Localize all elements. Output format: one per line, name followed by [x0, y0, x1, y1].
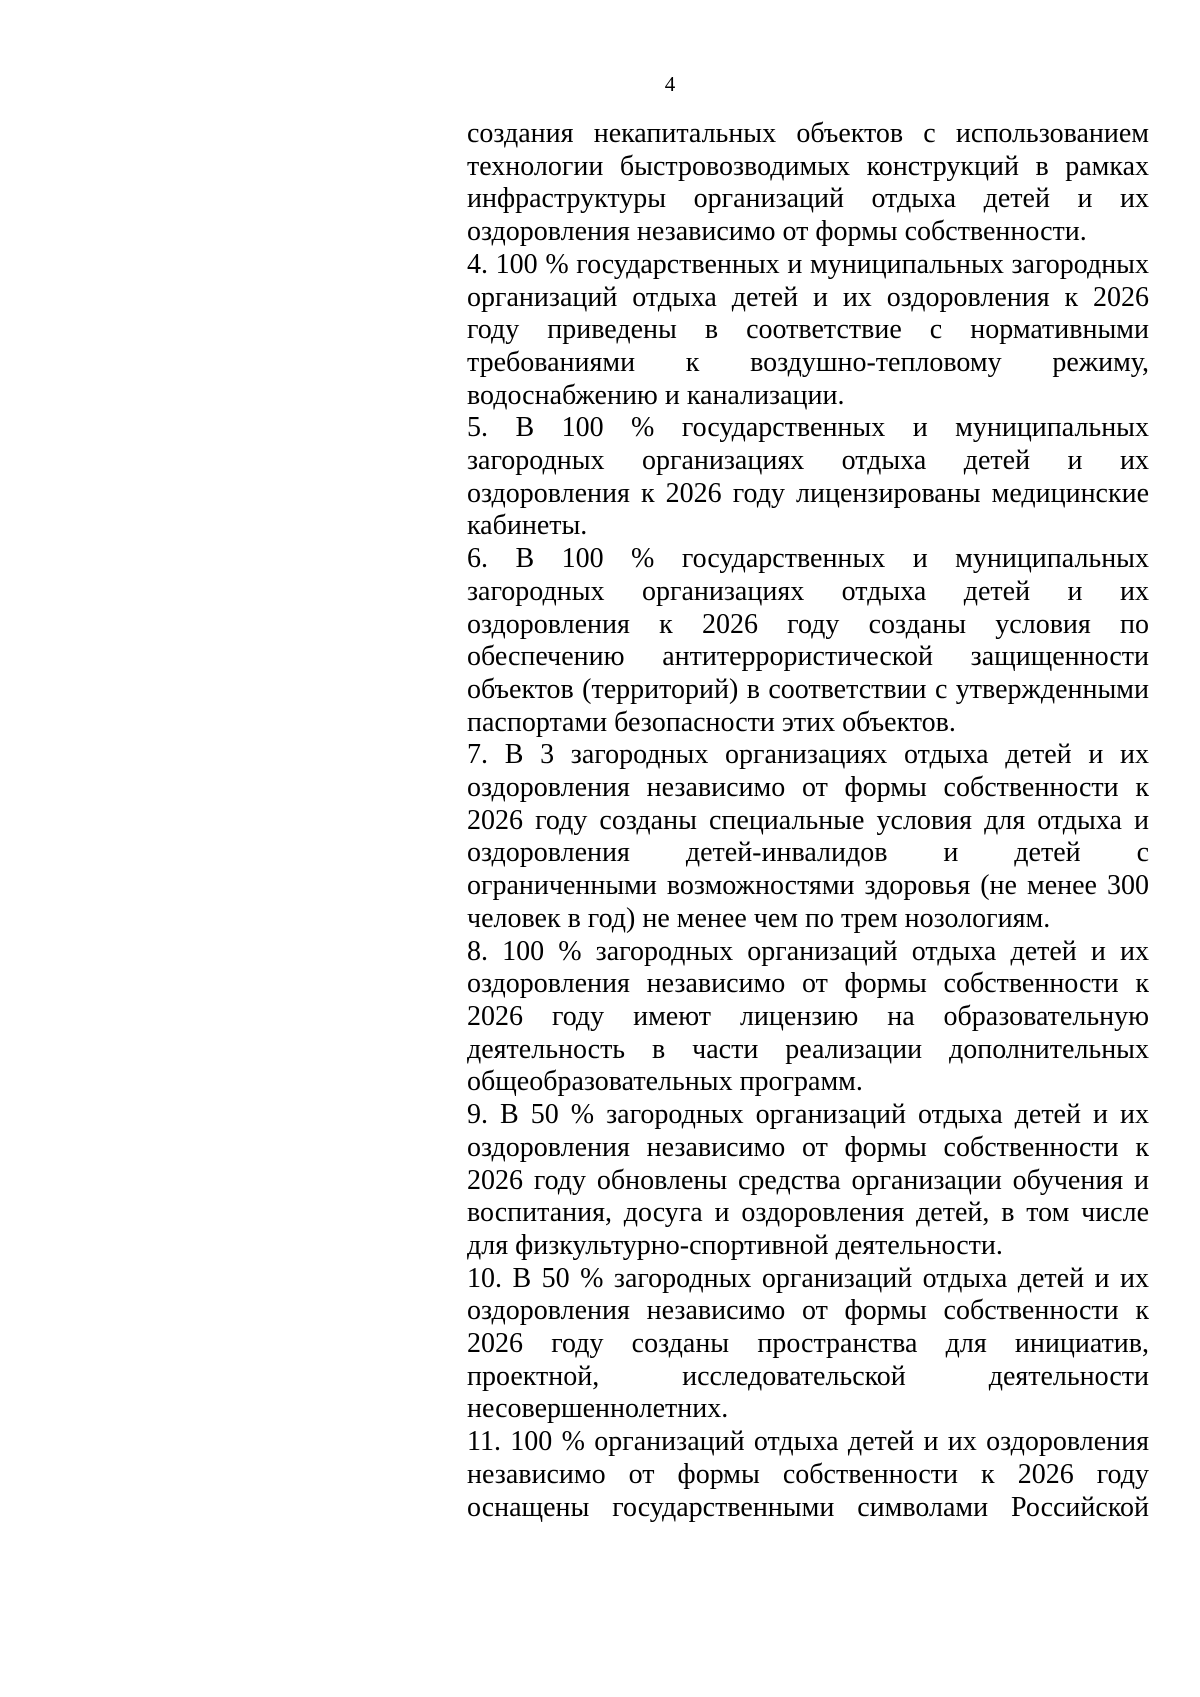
list-item-5: 5. В 100 % государственных и муниципальных загородных организациях отдыха детей и их оздоровления к 2026 году лицензированы медицинские кабинеты.: [467, 412, 1149, 542]
list-item-9: 9. В 50 % загородных организаций отдыха детей и их оздоровления независимо от формы собственности к 2026 году обновлены средства организации обучения и воспитания, досуга и оздоровления детей, в том числе для физкультурно-спортивной деятельности.: [467, 1099, 1149, 1261]
list-item-7: 7. В 3 загородных организациях отдыха детей и их оздоровления независимо от формы собственности к 2026 году созданы специальные условия для отдыха и оздоровления детей-инвалидов и детей с ограниченными возможностями здоровья (не менее 300 человек в год) не менее чем по трем нозологиям.: [467, 739, 1149, 934]
page-number: 4: [664, 72, 676, 96]
list-item-10: 10. В 50 % загородных организаций отдыха детей и их оздоровления независимо от формы собственности к 2026 году созданы пространства для инициатив, проектной, исследовательской деятельности несовершеннолетних.: [467, 1262, 1149, 1425]
list-item-11: 11. 100 % организаций отдыха детей и их оздоровления независимо от формы собственности к 2026 году оснащены государственными символами Российской: [467, 1426, 1149, 1523]
paragraph-continuation: создания некапитальных объектов с использованием технологии быстровозводимых конструкций в рамках инфраструктуры организаций отдыха детей и их оздоровления независимо от формы собственности.: [467, 118, 1149, 248]
document-body: [467, 118, 1149, 1524]
list-item-8: 8. 100 % загородных организаций отдыха детей и их оздоровления независимо от формы собственности к 2026 году имеют лицензию на образовательную деятельность в части реализации дополнительных общеобразовательных программ.: [467, 935, 1149, 1098]
list-item-4: 4. 100 % государственных и муниципальных загородных организаций отдыха детей и их оздоровления к 2026 году приведены в соответствие с нормативными требованиями к воздушно-тепловому режиму, водоснабжению и канализации.: [467, 248, 1149, 411]
list-item-6: 6. В 100 % государственных и муниципальных загородных организациях отдыха детей и их оздоровления к 2026 году созданы условия по обеспечению антитеррористической защищенности объектов (территорий) в соответствии с утвержденными паспортами безопасности этих объектов.: [467, 543, 1149, 738]
